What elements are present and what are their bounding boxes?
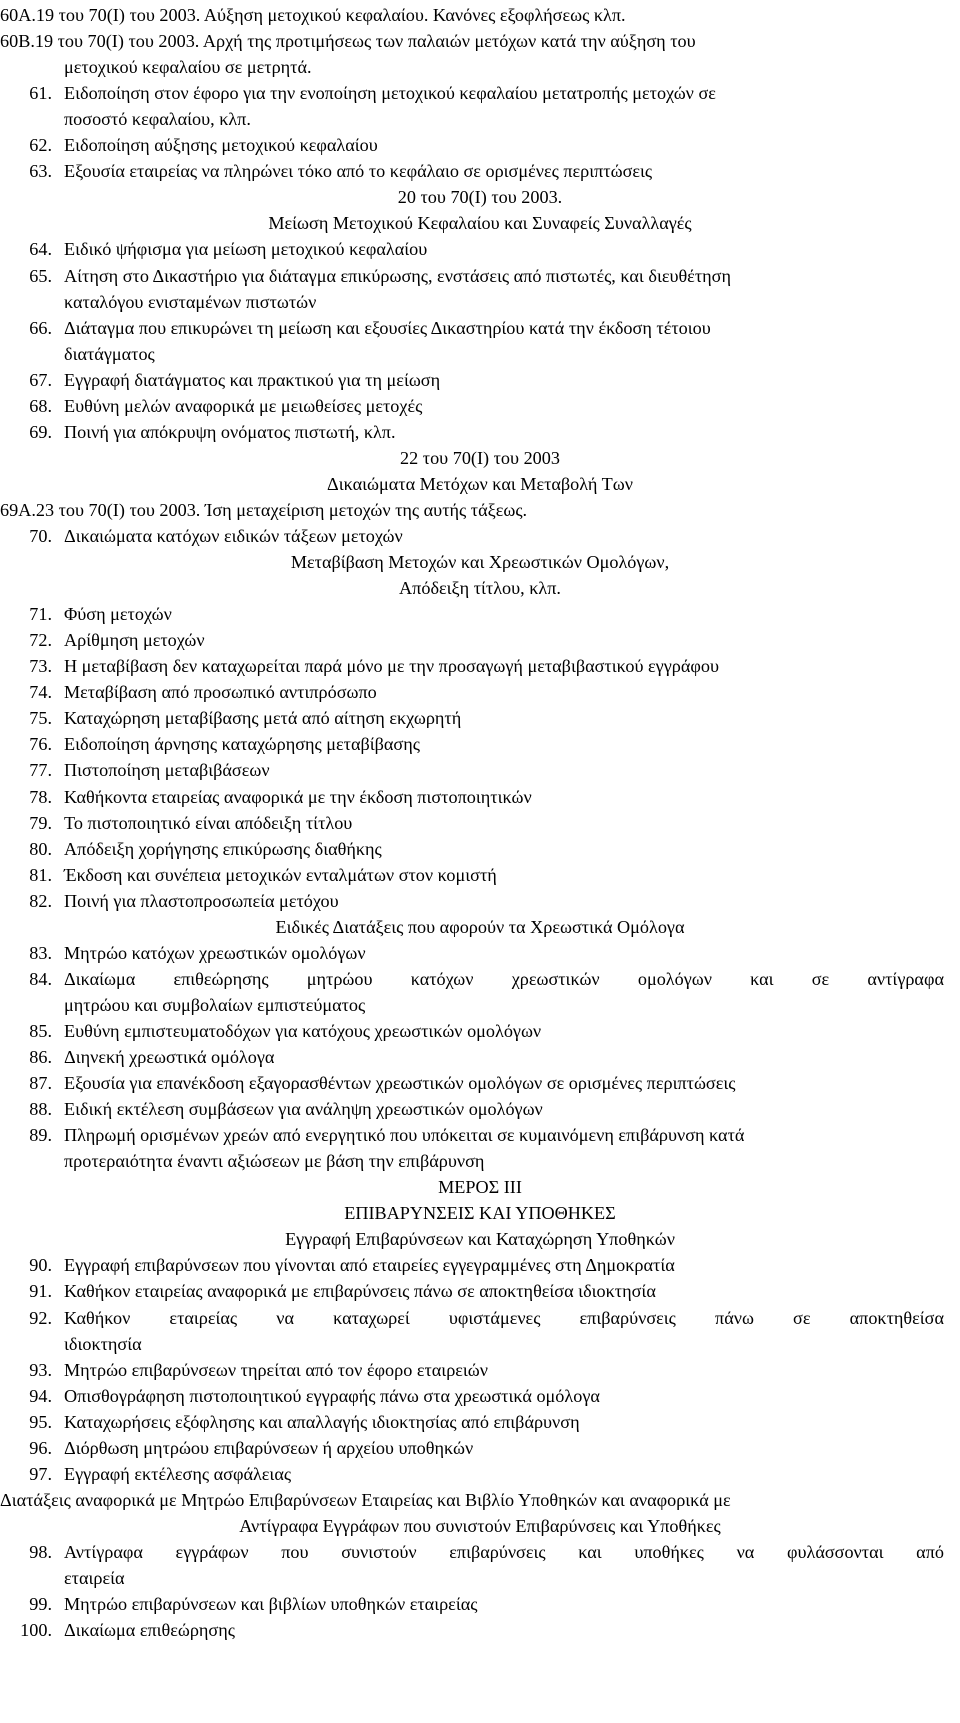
- entry-number: 100.: [20, 1620, 52, 1641]
- entry-text: Απόδειξη χορήγησης επικύρωσης διαθήκης: [64, 838, 382, 859]
- entry-number: 73.: [29, 656, 52, 677]
- entry-text: Ειδοποίηση άρνησης καταχώρησης μεταβίβασης: [64, 734, 420, 755]
- entry-text: Δικαιώματα κατόχων ειδικών τάξεων μετοχών: [64, 526, 403, 546]
- heading-text: 20 του 70(Ι) του 2003.: [397, 187, 563, 208]
- entry-text: ποσοστό κεφαλαίου, κλπ.: [64, 109, 251, 130]
- entry-text: 60Α.19 του 70(Ι) του 2003. Αύξηση μετοχικού κεφαλαίου. Κανόνες εξοφλήσεως κλπ.: [0, 5, 626, 25]
- entry-text: καταλόγου ενισταμένων πιστωτών: [64, 291, 317, 312]
- entry-number: 77.: [29, 760, 52, 781]
- entry-text: Καθήκον εταιρείας αναφορικά με επιβαρύνσεις πάνω σε αποκτηθείσα ιδιοκτησία: [64, 1281, 656, 1302]
- entry-number: 92.: [29, 1307, 52, 1328]
- entry-text: ιδιοκτησία: [64, 1333, 142, 1354]
- heading-text: ΕΠΙΒΑΡΥΝΣΕΙΣ ΚΑΙ ΥΠΟΘΗΚΕΣ: [344, 1203, 616, 1224]
- entry-text: Εξουσία για επανέκδοση εξαγορασθέντων χρεωστικών ομολόγων σε ορισμένες περιπτώσεις: [64, 1073, 736, 1094]
- entry-text: Εγγραφή διατάγματος και πρακτικού για τη μείωση: [64, 369, 441, 390]
- entry-number: 95.: [29, 1411, 52, 1432]
- entry-number: 61.: [29, 83, 52, 104]
- entry-text: Δικαίωμα επιθεώρησης μητρώου κατόχων χρεωστικών ομολόγων και σε αντίγραφα: [64, 968, 944, 989]
- entry-number: 75.: [29, 708, 52, 729]
- entry-text: Ποινή για πλαστοπροσωπεία μετόχου: [64, 890, 339, 911]
- entry-text: Αρίθμηση μετοχών: [64, 630, 205, 651]
- entry-text: Έκδοση και συνέπεια μετοχικών ενταλμάτων στον κομιστή: [64, 864, 497, 885]
- heading-text: Μεταβίβαση Μετοχών και Χρεωστικών Ομολόγων,: [290, 552, 670, 573]
- entry-text: 60Β.19 του 70(Ι) του 2003. Αρχή της προτιμήσεως των παλαιών μετόχων κατά την αύξηση του: [0, 31, 696, 52]
- entry-number: 96.: [29, 1437, 52, 1458]
- entry-text: Ειδικό ψήφισμα για μείωση μετοχικού κεφαλαίου: [64, 239, 428, 260]
- entry-number: 62.: [29, 135, 52, 156]
- entry-text: Μητρώο επιβαρύνσεων και βιβλίων υποθηκών εταιρείας: [64, 1594, 478, 1615]
- entry-text: διατάγματος: [64, 343, 155, 364]
- entry-number: 70.: [29, 526, 52, 546]
- entry-text: Καταχωρήσεις εξόφλησης και απαλλαγής ιδιοκτησίας από επιβάρυνση: [64, 1411, 580, 1432]
- entry-number: 82.: [29, 890, 52, 911]
- entry-text: Ειδοποίηση στον έφορο για την ενοποίηση μετοχικού κεφαλαίου μετατροπής μετοχών σε: [64, 83, 716, 104]
- entry-text: Καθήκον εταιρείας να καταχωρεί υφιστάμενες επιβαρύνσεις πάνω σε αποκτηθείσα: [64, 1307, 944, 1328]
- entry-text: μητρώου και συμβολαίων εμπιστεύματος: [64, 994, 366, 1015]
- entry-text: Ειδική εκτέλεση συμβάσεων για ανάληψη χρεωστικών ομολόγων: [64, 1099, 543, 1120]
- entry-text: Εξουσία εταιρείας να πληρώνει τόκο από το κεφάλαιο σε ορισμένες περιπτώσεις: [64, 161, 653, 182]
- entry-text: προτεραιότητα έναντι αξιώσεων με βάση την επιβάρυνση: [64, 1151, 485, 1172]
- entry-number: 66.: [29, 317, 52, 338]
- entry-text: Αντίγραφα εγγράφων που συνιστούν επιβαρύνσεις και υποθήκες να φυλάσσονται από: [64, 1541, 944, 1562]
- entry-number: 65.: [29, 265, 52, 286]
- entry-number: 80.: [29, 838, 52, 859]
- entry-text: εταιρεία: [64, 1568, 125, 1588]
- heading-text: Εγγραφή Επιβαρύνσεων και Καταχώρηση Υποθηκών: [285, 1229, 675, 1250]
- entry-text: Μεταβίβαση από προσωπικό αντιπρόσωπο: [64, 682, 377, 703]
- entry-text: Μητρώο κατόχων χρεωστικών ομολόγων: [64, 942, 366, 963]
- entry-number: 64.: [29, 239, 52, 260]
- heading-text: 22 του 70(Ι) του 2003: [400, 447, 560, 468]
- entry-text: Διατάξεις αναφορικά με Μητρώο Επιβαρύνσεων Εταιρείας και Βιβλίο Υποθηκών και αναφορικά με: [0, 1489, 731, 1510]
- entry-text: Καταχώρηση μεταβίβασης μετά από αίτηση εκχωρητή: [64, 708, 462, 729]
- entry-number: 97.: [29, 1463, 52, 1484]
- entry-number: 88.: [29, 1099, 52, 1120]
- entry-text: Ειδοποίηση αύξησης μετοχικού κεφαλαίου: [64, 135, 378, 156]
- entry-text: Η μεταβίβαση δεν καταχωρείται παρά μόνο με την προσαγωγή μεταβιβαστικού εγγράφου: [64, 656, 719, 677]
- entry-text: Το πιστοποιητικό είναι απόδειξη τίτλου: [64, 812, 353, 833]
- entry-text: Εγγραφή εκτέλεσης ασφάλειας: [64, 1463, 292, 1484]
- heading-text: Μείωση Μετοχικού Κεφαλαίου και Συναφείς Συναλλαγές: [268, 213, 692, 234]
- entry-text: Εγγραφή επιβαρύνσεων που γίνονται από εταιρείες εγγεγραμμένες στη Δημοκρατία: [64, 1255, 675, 1276]
- entry-number: 71.: [29, 604, 52, 625]
- entry-number: 98.: [29, 1541, 52, 1562]
- entry-number: 89.: [29, 1125, 52, 1146]
- entry-text: Οπισθογράφηση πιστοποιητικού εγγραφής πάνω στα χρεωστικά ομόλογα: [64, 1385, 600, 1406]
- entry-number: 74.: [29, 682, 52, 703]
- entry-text: Διηνεκή χρεωστικά ομόλογα: [64, 1047, 275, 1067]
- entry-text: Διόρθωση μητρώου επιβαρύνσεων ή αρχείου υποθηκών: [64, 1437, 474, 1458]
- entry-text: 69Α.23 του 70(Ι) του 2003. Ίση μεταχείριση μετοχών της αυτής τάξεως.: [0, 499, 528, 520]
- entry-text: Αίτηση στο Δικαστήριο για διάταγμα επικύρωσης, ενστάσεις από πιστωτές, και διευθέτηση: [64, 265, 731, 286]
- entry-number: 93.: [29, 1359, 52, 1380]
- entry-number: 86.: [29, 1047, 52, 1067]
- heading-text: Απόδειξη τίτλου, κλπ.: [399, 578, 561, 599]
- entry-number: 63.: [29, 161, 52, 182]
- entry-text: Φύση μετοχών: [64, 604, 172, 625]
- heading-text: Ειδικές Διατάξεις που αφορούν τα Χρεωστικά Ομόλογα: [275, 916, 685, 937]
- entry-number: 81.: [29, 864, 52, 885]
- entry-number: 72.: [29, 630, 52, 651]
- entry-number: 79.: [29, 812, 52, 833]
- entry-text: Διάταγμα που επικυρώνει τη μείωση και εξουσίες Δικαστηρίου κατά την έκδοση τέτοιου: [64, 317, 711, 338]
- entry-text: Πληρωμή ορισμένων χρεών από ενεργητικό που υπόκειται σε κυμαινόμενη επιβάρυνση κατά: [64, 1125, 745, 1146]
- entry-number: 99.: [29, 1594, 52, 1615]
- entry-number: 94.: [29, 1385, 52, 1406]
- heading-text: Αντίγραφα Εγγράφων που συνιστούν Επιβαρύνσεις και Υποθήκες: [239, 1515, 721, 1536]
- entry-number: 87.: [29, 1073, 52, 1094]
- entry-number: 83.: [29, 942, 52, 963]
- entry-text: μετοχικού κεφαλαίου σε μετρητά.: [64, 57, 312, 78]
- entry-number: 85.: [29, 1020, 52, 1041]
- entry-number: 90.: [29, 1255, 52, 1276]
- entry-text: Ποινή για απόκρυψη ονόματος πιστωτή, κλπ.: [64, 421, 396, 442]
- entry-number: 91.: [29, 1281, 52, 1302]
- entry-text: Ευθύνη μελών αναφορικά με μειωθείσες μετοχές: [64, 395, 423, 416]
- entry-number: 68.: [29, 395, 52, 416]
- heading-text: Δικαιώματα Μετόχων και Μεταβολή Των: [327, 473, 633, 494]
- entry-number: 67.: [29, 369, 52, 390]
- entry-text: Δικαίωμα επιθεώρησης: [64, 1620, 235, 1641]
- entry-number: 69.: [29, 421, 52, 442]
- heading-text: ΜΕΡΟΣ III: [438, 1177, 522, 1198]
- entry-text: Πιστοποίηση μεταβιβάσεων: [64, 760, 270, 781]
- entry-number: 76.: [29, 734, 52, 755]
- entry-text: Μητρώο επιβαρύνσεων τηρείται από τον έφορο εταιρειών: [64, 1359, 489, 1380]
- entry-number: 84.: [29, 968, 52, 989]
- entry-number: 78.: [29, 786, 52, 807]
- entry-text: Ευθύνη εμπιστευματοδόχων για κατόχους χρεωστικών ομολόγων: [64, 1020, 542, 1041]
- entry-text: Καθήκοντα εταιρείας αναφορικά με την έκδοση πιστοποιητικών: [64, 786, 532, 807]
